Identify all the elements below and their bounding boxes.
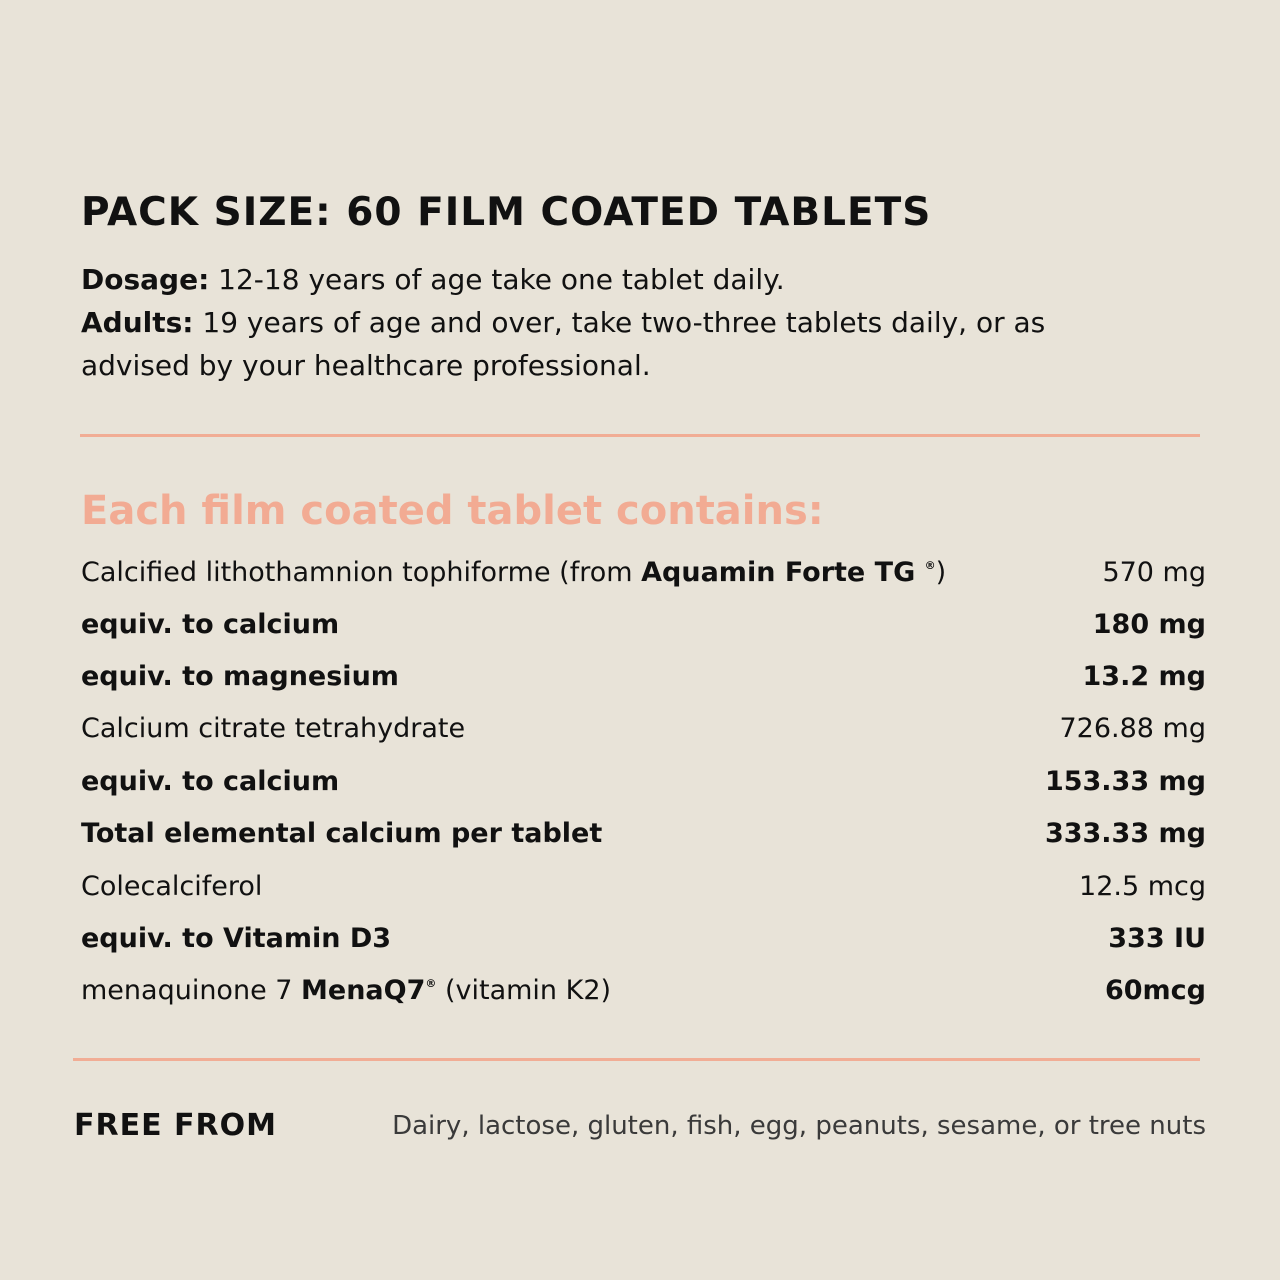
ingredient-row xyxy=(81,807,1206,859)
ingredient-row xyxy=(81,964,1206,1016)
ingredient-amount: 570 mg xyxy=(1102,556,1206,588)
free-from-label: FREE FROM xyxy=(74,1108,277,1143)
brand-name: Aquamin Forte TG xyxy=(641,556,925,588)
ingredient-row xyxy=(81,546,1206,598)
ingredient-label: equiv. to calcium xyxy=(81,765,340,797)
ingredient-amount: 333 IU xyxy=(1108,922,1206,954)
dosage-block xyxy=(81,258,1201,387)
dosage-label: Dosage: xyxy=(81,263,210,296)
top-divider xyxy=(80,434,1200,437)
ingredient-name: menaquinone 7 xyxy=(81,974,302,1006)
ingredient-row xyxy=(81,912,1206,964)
registered-mark: ® xyxy=(924,558,936,572)
ingredient-row xyxy=(81,755,1206,807)
adults-label: Adults: xyxy=(81,306,194,339)
ingredient-amount: 180 mg xyxy=(1092,608,1206,640)
ingredient-label xyxy=(81,975,611,1006)
adults-text: 19 years of age and over, take two-three tablets daily, or as xyxy=(193,306,1046,339)
ingredient-amount: 333.33 mg xyxy=(1044,817,1206,849)
adults-line xyxy=(81,301,1201,344)
free-from-text: Dairy, lactose, gluten, fish, egg, peanuts, sesame, or tree nuts xyxy=(392,1110,1206,1141)
ingredient-label: Calcium citrate tetrahydrate xyxy=(81,712,466,744)
pack-size-title: PACK SIZE: 60 FILM COATED TABLETS xyxy=(81,190,932,235)
ingredient-label xyxy=(81,557,946,588)
ingredient-label: equiv. to calcium xyxy=(81,608,340,640)
ingredient-name: Calcified lithothamnion tophiforme (from xyxy=(81,556,642,588)
ingredient-label: Colecalciferol xyxy=(81,870,263,902)
ingredient-row xyxy=(81,598,1206,650)
registered-mark: ® xyxy=(425,976,437,990)
ingredient-amount: 726.88 mg xyxy=(1059,712,1206,744)
ingredient-amount: 153.33 mg xyxy=(1044,765,1206,797)
ingredient-amount: 60mcg xyxy=(1104,974,1206,1006)
dosage-text: 12-18 years of age take one tablet daily. xyxy=(209,263,785,296)
ingredient-row xyxy=(81,650,1206,702)
adults-line-continued: advised by your healthcare professional. xyxy=(81,349,651,382)
ingredient-label: Total elemental calcium per tablet xyxy=(81,817,603,849)
ingredient-label: equiv. to Vitamin D3 xyxy=(81,922,392,954)
ingredient-row xyxy=(81,702,1206,754)
free-from-section xyxy=(74,1108,1206,1143)
bottom-divider xyxy=(73,1058,1200,1061)
ingredient-amount: 13.2 mg xyxy=(1082,660,1206,692)
ingredient-label: equiv. to magnesium xyxy=(81,660,399,692)
ingredient-name-end: (vitamin K2) xyxy=(436,974,612,1006)
ingredient-amount: 12.5 mcg xyxy=(1079,870,1206,902)
dosage-line xyxy=(81,258,1201,301)
brand-name: MenaQ7 xyxy=(301,974,426,1006)
ingredient-row xyxy=(81,860,1206,912)
contents-heading: Each film coated tablet contains: xyxy=(81,488,824,534)
ingredient-name-end: ) xyxy=(935,556,947,588)
